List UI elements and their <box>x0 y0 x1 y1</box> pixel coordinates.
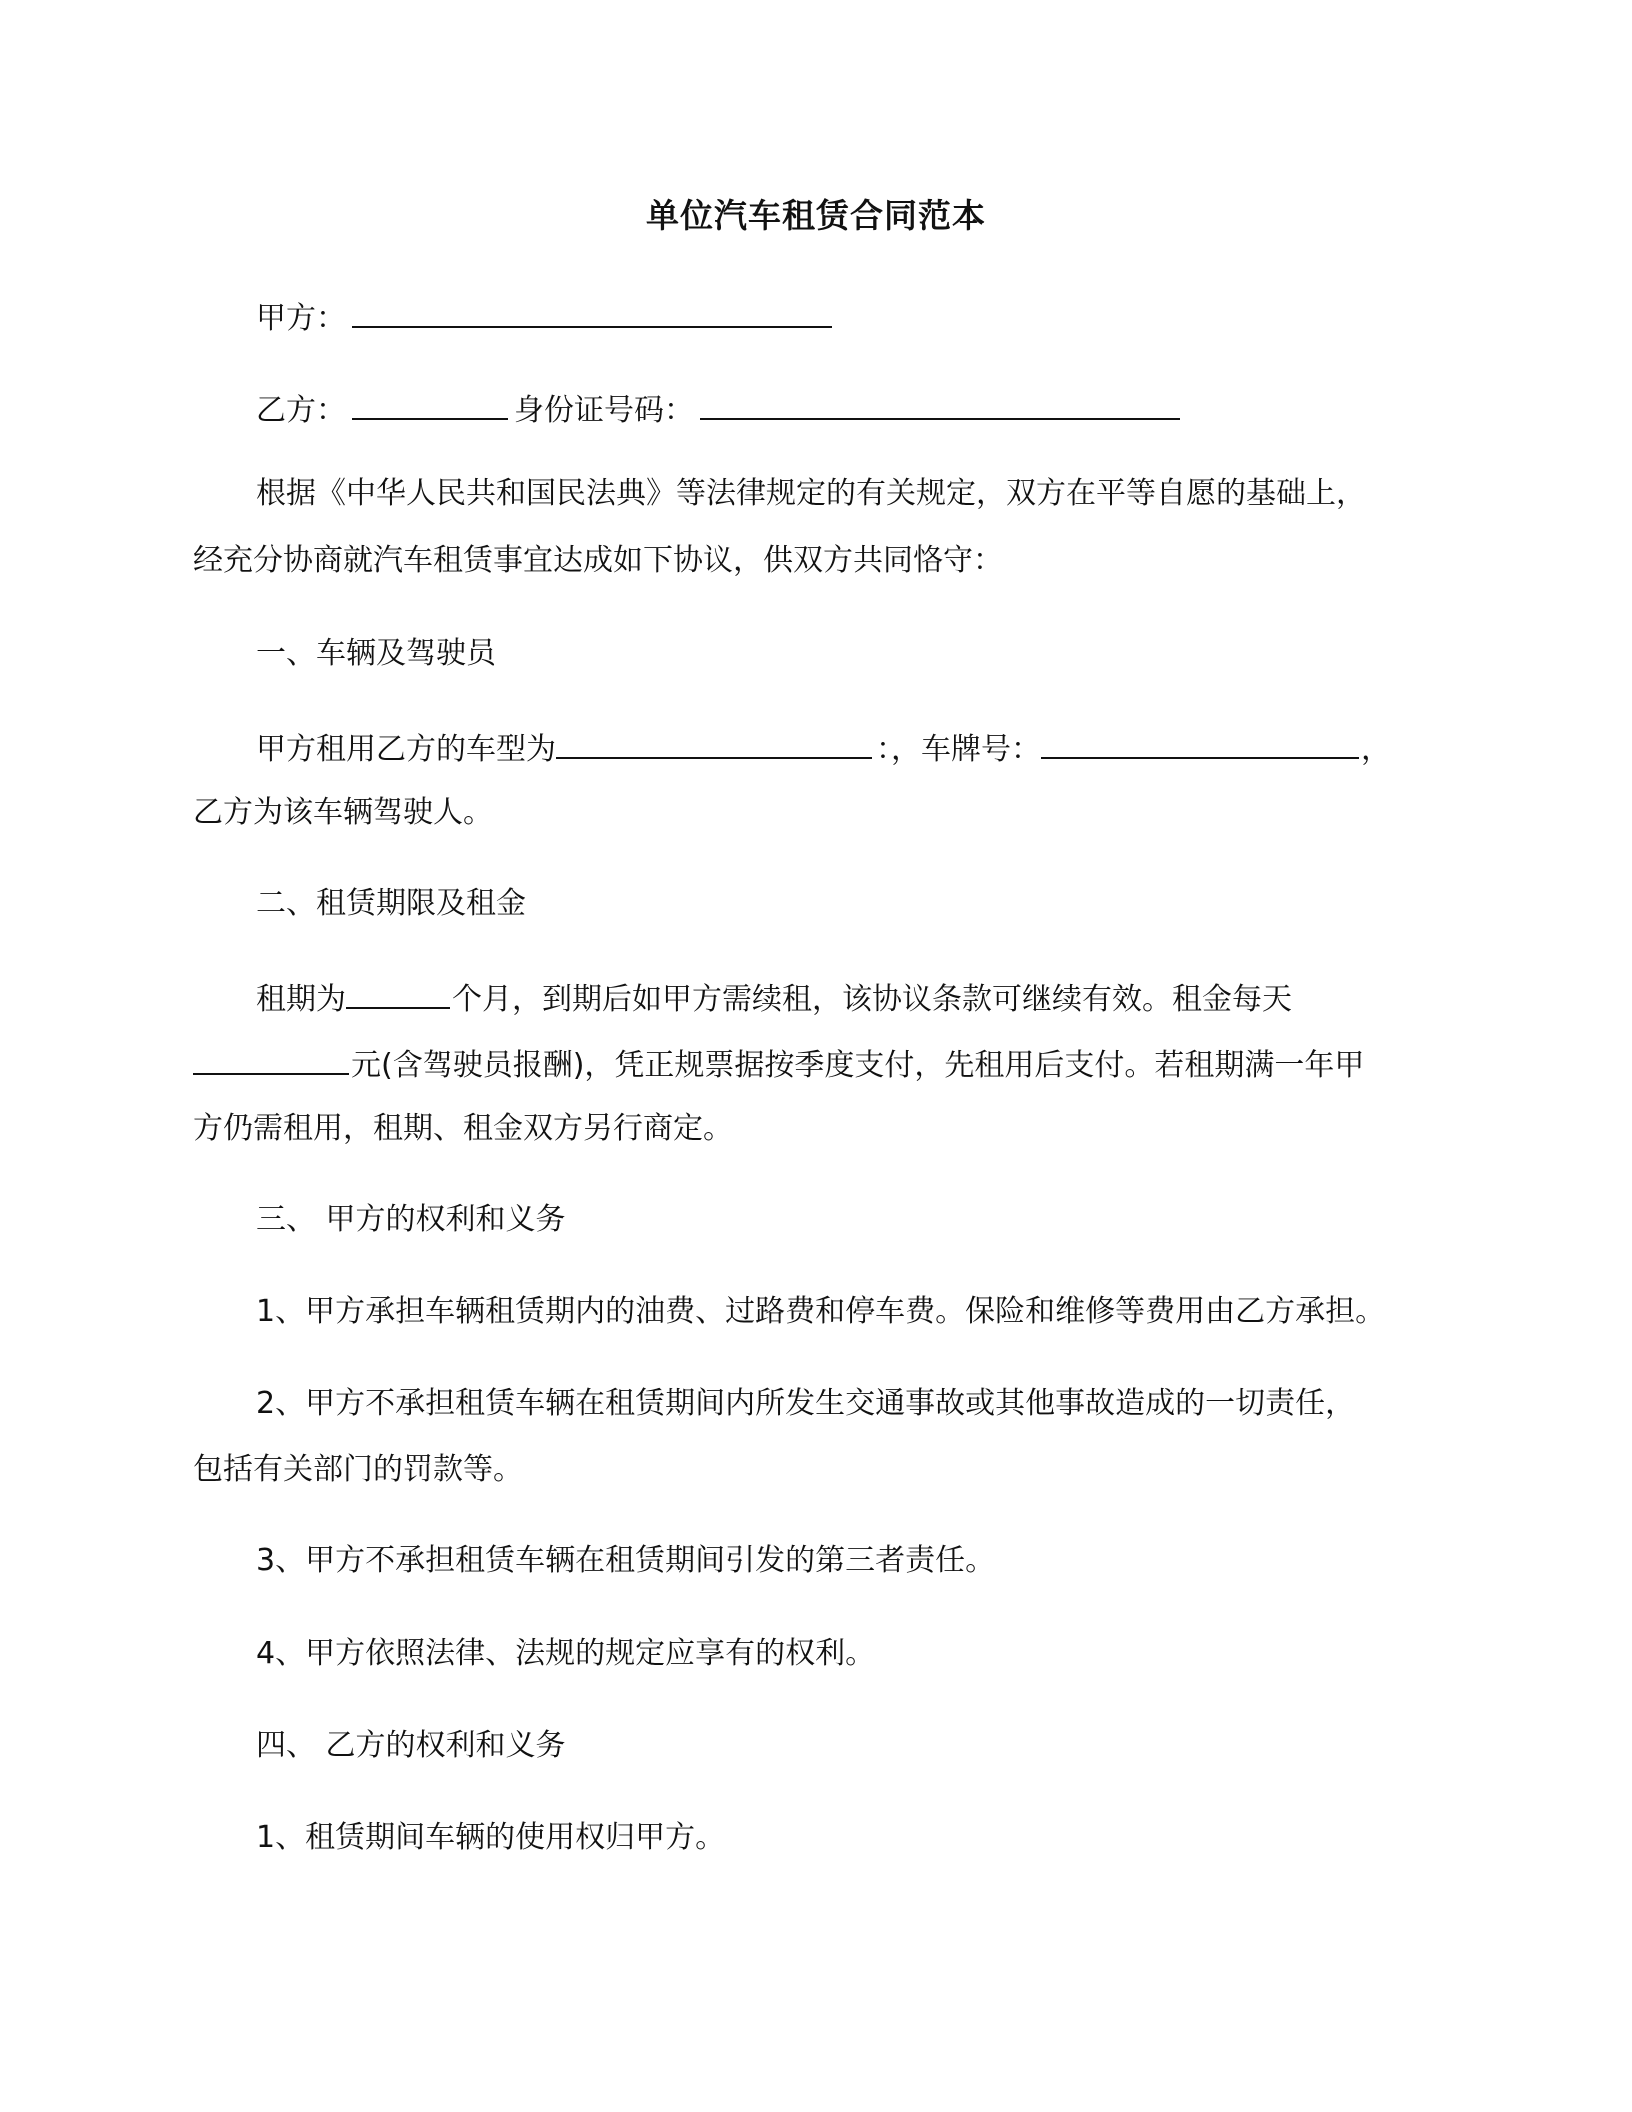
section-4-item-1: 1、租赁期间车辆的使用权归甲方。 <box>256 1820 726 1855</box>
party-b-blank <box>352 388 508 420</box>
party-a-label: 甲方： <box>256 301 346 336</box>
id-number-blank <box>700 388 1180 420</box>
section-2-line-2 <box>193 1043 1364 1086</box>
plate-number-blank <box>1041 727 1359 759</box>
daily-rent-text: 元(含驾驶员报酬)，凭正规票据按季度支付，先租用后支付。若租期满一年甲 <box>351 1048 1365 1083</box>
document-title: 单位汽车租赁合同范本 <box>646 196 986 235</box>
party-b-line <box>256 388 1186 431</box>
section-2-line-3: 方仍需租用，租期、租金双方另行商定。 <box>193 1111 733 1146</box>
section-4-heading: 四、 乙方的权利和义务 <box>256 1728 566 1763</box>
id-number-label: 身份证号码： <box>514 393 694 428</box>
section-1-comma: ， <box>1361 732 1391 767</box>
section-3-item-1: 1、甲方承担车辆租赁期内的油费、过路费和停车费。保险和维修等费用由乙方承担。 <box>256 1294 1386 1329</box>
section-1-line-2: 乙方为该车辆驾驶人。 <box>193 795 493 830</box>
intro-line-2: 经充分协商就汽车租赁事宜达成如下协议，供双方共同恪守： <box>193 543 1003 578</box>
lease-term-text: 个月，到期后如甲方需续租，该协议条款可继续有效。租金每天 <box>452 982 1292 1017</box>
plate-number-label: ：，车牌号： <box>876 732 1041 767</box>
daily-rent-blank <box>193 1043 349 1075</box>
section-1-heading: 一、车辆及驾驶员 <box>256 636 496 671</box>
vehicle-model-label: 甲方租用乙方的车型为 <box>256 732 556 767</box>
vehicle-model-blank <box>556 727 872 759</box>
section-3-item-4: 4、甲方依照法律、法规的规定应享有的权利。 <box>256 1636 876 1671</box>
section-3-item-2-line-2: 包括有关部门的罚款等。 <box>193 1452 523 1487</box>
section-2-heading: 二、租赁期限及租金 <box>256 886 526 921</box>
lease-term-label: 租期为 <box>256 982 346 1017</box>
party-b-label: 乙方： <box>256 393 346 428</box>
party-a-blank <box>352 296 832 328</box>
lease-term-blank <box>346 977 450 1009</box>
section-3-item-3: 3、甲方不承担租赁车辆在租赁期间引发的第三者责任。 <box>256 1543 996 1578</box>
section-2-line-1 <box>256 977 1292 1020</box>
section-1-line-1 <box>256 727 1391 770</box>
party-a-line <box>256 296 838 339</box>
intro-line-1: 根据《中华人民共和国民法典》等法律规定的有关规定，双方在平等自愿的基础上， <box>256 476 1366 511</box>
section-3-heading: 三、 甲方的权利和义务 <box>256 1202 566 1237</box>
section-3-item-2-line-1: 2、甲方不承担租赁车辆在租赁期间内所发生交通事故或其他事故造成的一切责任， <box>256 1386 1356 1421</box>
